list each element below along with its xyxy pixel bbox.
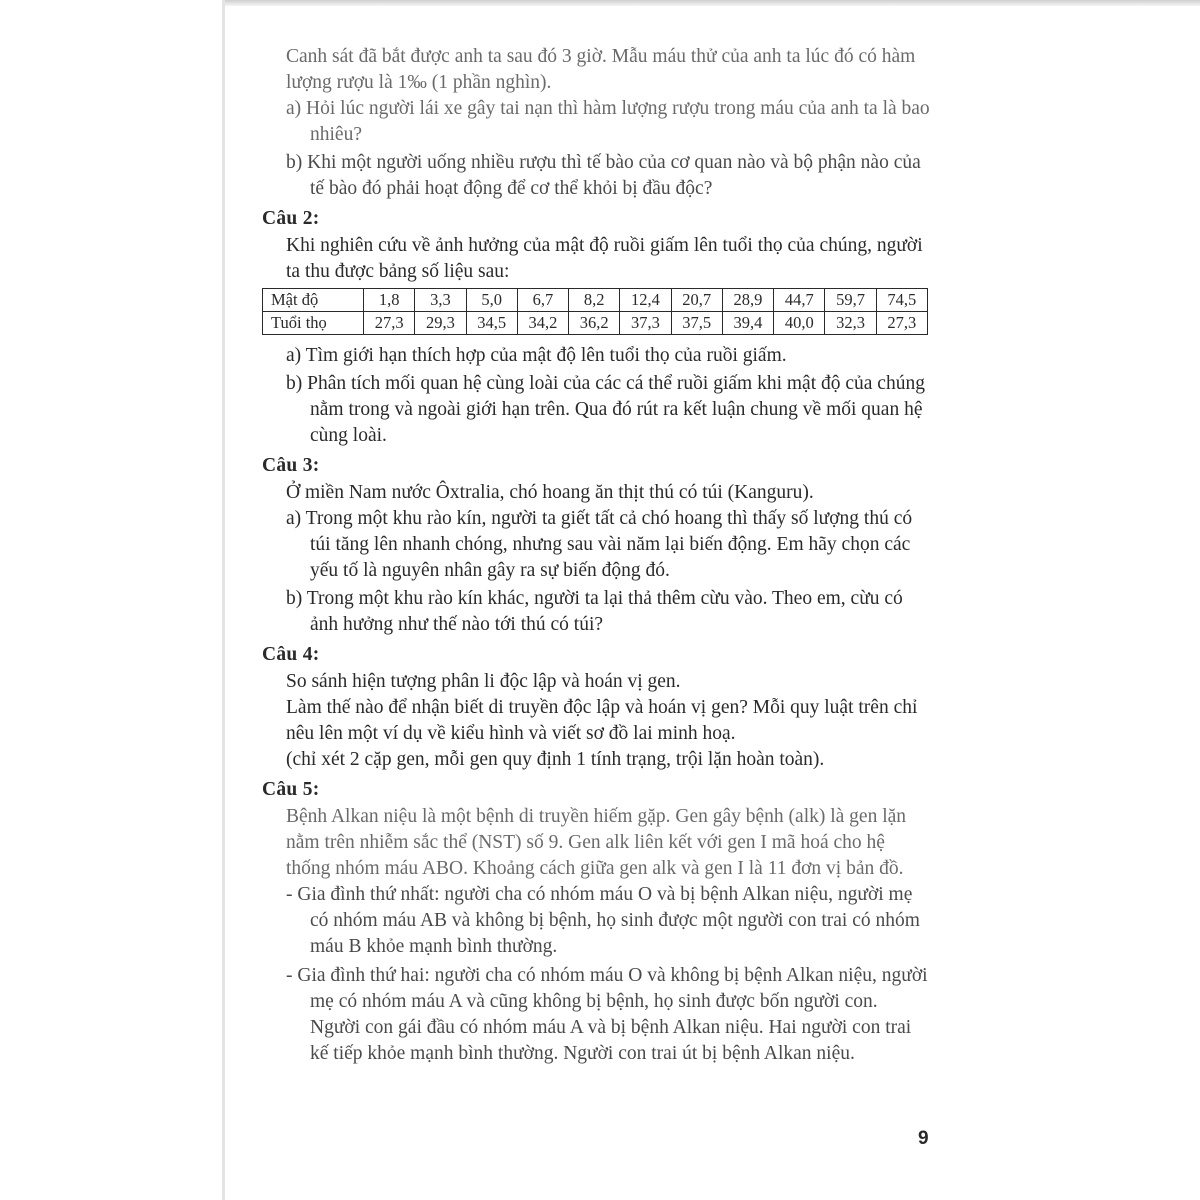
question-4-line-3: (chỉ xét 2 cặp gen, mỗi gen quy định 1 tính trạng, trội lặn hoàn toàn). (286, 749, 825, 770)
table-row-lifespan (263, 312, 928, 335)
table-cell: 28,9 (722, 289, 773, 312)
intro-paragraph: Canh sát đã bắt được anh ta sau đó 3 giờ. Mẫu máu thử của anh ta lúc đó có hàm lượng rượu là 1‰ (1 phần nghìn). (286, 46, 916, 93)
table-cell: 39,4 (722, 312, 773, 335)
table-cell: 8,2 (569, 289, 620, 312)
table-cell: 37,5 (671, 312, 722, 335)
table-cell: 44,7 (774, 289, 825, 312)
table-cell: 12,4 (620, 289, 671, 312)
table-cell: 29,3 (415, 312, 466, 335)
question-2-part-b: b) Phân tích mối quan hệ cùng loài của các cá thể ruồi giấm khi mật độ của chúng nằm trong và ngoài giới hạn trên. Qua đó rút ra kết luận chung về mối quan hệ cùng loài. (286, 373, 925, 446)
question-2-part-a: a) Tìm giới hạn thích hợp của mật độ lên tuổi thọ của ruồi giấm. (286, 345, 787, 366)
question-5-stem: Bệnh Alkan niệu là một bệnh di truyền hiếm gặp. Gen gây bệnh (alk) là gen lặn nằm trên nhiễm sắc thể (NST) số 9. Gen alk liên kết với gen I mã hoá cho hệ thống nhóm máu ABO. Khoảng cách giữa gen alk và gen I là 11 đơn vị bản đồ. (286, 806, 907, 879)
table-cell: 5,0 (466, 289, 517, 312)
table-cell: 34,5 (466, 312, 517, 335)
question-2-stem: Khi nghiên cứu về ảnh hưởng của mật độ ruồi giấm lên tuổi thọ của chúng, người ta thu được bảng số liệu sau: (286, 235, 923, 282)
table-cell: 27,3 (364, 312, 415, 335)
question-3-heading: Câu 3: (262, 455, 320, 476)
page-number: 9 (918, 1128, 929, 1149)
page-content (262, 44, 932, 1070)
table-cell: 6,7 (517, 289, 568, 312)
question-4-line-1: So sánh hiện tượng phân li độc lập và hoán vị gen. (286, 671, 681, 692)
table-cell: 1,8 (364, 289, 415, 312)
question-2-heading: Câu 2: (262, 208, 320, 229)
fruit-fly-data-table (262, 288, 928, 335)
table-cell: 59,7 (825, 289, 876, 312)
intro-question-a: a) Hỏi lúc người lái xe gây tai nạn thì hàm lượng rượu trong máu của anh ta là bao nhiêu? (286, 98, 930, 145)
question-5-family-1: - Gia đình thứ nhất: người cha có nhóm máu O và bị bệnh Alkan niệu, người mẹ có nhóm máu AB và không bị bệnh, họ sinh được một người con trai có nhóm máu B khỏe mạnh bình thường. (286, 884, 920, 957)
question-5-heading: Câu 5: (262, 779, 320, 800)
table-cell: 27,3 (876, 312, 927, 335)
table-cell: 37,3 (620, 312, 671, 335)
intro-question-b: b) Khi một người uống nhiều rượu thì tế bào của cơ quan nào và bộ phận nào của tế bào đó phải hoạt động để cơ thể khỏi bị đầu độc? (286, 152, 921, 199)
table-cell: 74,5 (876, 289, 927, 312)
question-4-line-2: Làm thế nào để nhận biết di truyền độc lập và hoán vị gen? Mỗi quy luật trên chỉ nêu lên một ví dụ về kiểu hình và viết sơ đồ lai minh hoạ. (286, 697, 918, 744)
table-row-label: Tuổi thọ (263, 312, 364, 335)
table-cell: 20,7 (671, 289, 722, 312)
page-margin (0, 0, 222, 1200)
question-4-heading: Câu 4: (262, 644, 320, 665)
table-cell: 34,2 (517, 312, 568, 335)
table-cell: 3,3 (415, 289, 466, 312)
table-cell: 40,0 (774, 312, 825, 335)
page-left-edge (222, 0, 225, 1200)
question-3-part-b: b) Trong một khu rào kín khác, người ta lại thả thêm cừu vào. Theo em, cừu có ảnh hưởng như thế nào tới thú có túi? (286, 588, 903, 635)
page-top-edge (222, 0, 1200, 6)
table-row-label: Mật độ (263, 289, 364, 312)
table-cell: 36,2 (569, 312, 620, 335)
table-cell: 32,3 (825, 312, 876, 335)
question-3-part-a: a) Trong một khu rào kín, người ta giết tất cả chó hoang thì thấy số lượng thú có túi tăng lên nhanh chóng, nhưng sau vài năm lại biến động. Em hãy chọn các yếu tố là nguyên nhân gây ra sự biến động đó. (286, 508, 913, 581)
table-row-density (263, 289, 928, 312)
question-3-stem: Ở miền Nam nước Ôxtralia, chó hoang ăn thịt thú có túi (Kanguru). (286, 482, 814, 503)
question-5-family-2: - Gia đình thứ hai: người cha có nhóm máu O và không bị bệnh Alkan niệu, người mẹ có nhóm máu A và cũng không bị bệnh, họ sinh được bốn người con. Người con gái đầu có nhóm máu A và bị bệnh Alkan niệu. Hai người con trai kế tiếp khỏe mạnh bình thường. Người con trai út bị bệnh Alkan niệu. (286, 965, 928, 1064)
